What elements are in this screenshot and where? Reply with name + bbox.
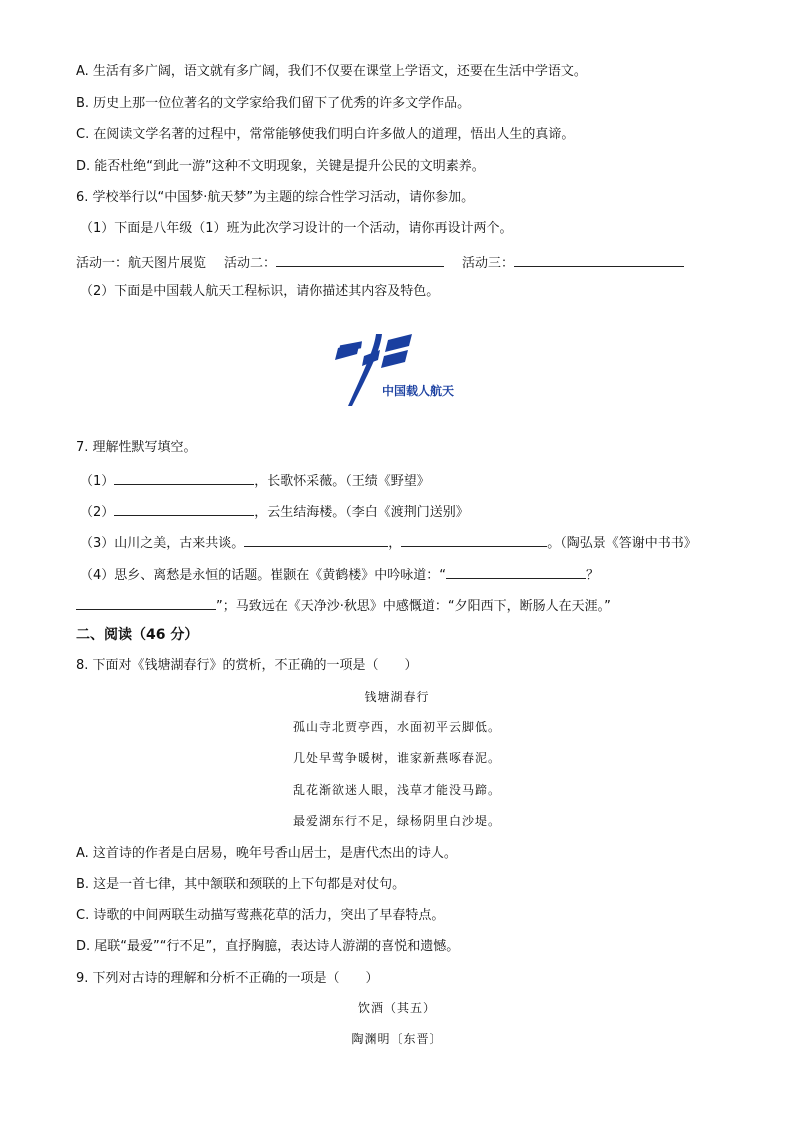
q7-3-blank-b[interactable]	[401, 532, 547, 547]
q7-4-label: （4）思乡、离愁是永恒的话题。崔颢在《黄鹤楼》中吟咏道：“	[80, 568, 447, 583]
q7-4-blank-b[interactable]	[76, 595, 216, 610]
q7-2-label: （2）	[80, 505, 115, 520]
q7-4-text: ”；马致远在《天净沙·秋思》中感慨道：“夕阳西下，断肠人在天涯。”	[216, 599, 611, 614]
q7-item-1	[80, 470, 430, 491]
q9-poem-author: 陶渊明〔东晋〕	[351, 1032, 443, 1046]
q8-option-b: B. 这是一首七律，其中颔联和颈联的上下句都是对仗句。	[76, 877, 406, 892]
q8-poem-line-3: 乱花渐欲迷人眼，浅草才能没马蹄。	[292, 783, 501, 797]
q6-sub2: （2）下面是中国载人航天工程标识，请你描述其内容及特色。	[80, 284, 440, 299]
q5-option-c: C. 在阅读文学名著的过程中，常常能够使我们明白许多做人的道理，悟出人生的真谛。	[76, 127, 575, 142]
q7-2-text: ，云生结海楼。（李白《渡荆门送别》	[254, 505, 469, 520]
q7-item-4	[80, 564, 599, 585]
logo-text: 中国载人航天	[382, 384, 455, 398]
q7-item-3	[80, 532, 697, 553]
q7-3-text: 。（陶弘景《答谢中书书》	[547, 536, 697, 551]
q6-stem: 6. 学校举行以“中国梦·航天梦”为主题的综合性学习活动，请你参加。	[76, 190, 475, 205]
section-reading-heading: 二、阅读（46 分）	[76, 627, 199, 643]
q8-option-d: D. 尾联“最爱”“行不足”，直抒胸臆，表达诗人游湖的喜悦和遗憾。	[76, 939, 460, 954]
q7-4-question: ？	[586, 568, 600, 583]
q5-option-b: B. 历史上那一位位著名的文学家给我们留下了优秀的许多文学作品。	[76, 96, 471, 111]
activity-three-blank[interactable]	[514, 252, 684, 267]
q9-stem: 9. 下列对古诗的理解和分析不正确的一项是（ ）	[76, 971, 379, 986]
q7-1-label: （1）	[80, 474, 115, 489]
q6-sub1: （1）下面是八年级（1）班为此次学习设计的一个活动，请你再设计两个。	[80, 221, 513, 236]
q5-option-a: A. 生活有多广阔，语文就有多广阔，我们不仅要在课堂上学语文，还要在生活中学语文。	[76, 64, 587, 79]
activity-two-blank[interactable]	[276, 252, 444, 267]
q7-1-text: ，长歌怀采薇。（王绩《野望》	[254, 474, 430, 489]
activity-three-label: 活动三：	[462, 256, 515, 271]
q8-poem-line-1: 孤山寺北贾亭西，水面初平云脚低。	[292, 720, 501, 734]
q7-1-blank[interactable]	[114, 470, 254, 485]
q7-item-4-cont	[76, 595, 611, 616]
q5-option-d: D. 能否杜绝“到此一游”这种不文明现象，关键是提升公民的文明素养。	[76, 159, 485, 174]
q8-poem-line-2: 几处早莺争暖树，谁家新燕啄春泥。	[292, 751, 501, 765]
q7-3-label: （3）山川之美，古来共谈。	[80, 536, 245, 551]
logo-panel-right-bottom	[381, 350, 408, 368]
q9-poem-title: 饮酒（其五）	[357, 1001, 436, 1015]
q7-3-comma: ，	[388, 536, 402, 551]
q8-poem-title: 钱塘湖春行	[364, 690, 430, 704]
q7-4-blank-a[interactable]	[446, 564, 586, 579]
q8-option-c: C. 诗歌的中间两联生动描写莺燕花草的活力，突出了早春特点。	[76, 908, 445, 923]
q7-2-blank[interactable]	[114, 501, 254, 516]
q8-stem: 8. 下面对《钱塘湖春行》的赏析，不正确的一项是（ ）	[76, 658, 418, 673]
q7-stem: 7. 理解性默写填空。	[76, 440, 197, 455]
q7-item-2	[80, 501, 469, 522]
logo-panel-right-top	[385, 334, 412, 352]
china-manned-space-logo	[334, 330, 470, 410]
q8-poem-line-4: 最爱湖东行不足，绿杨阴里白沙堤。	[292, 814, 501, 828]
activity-one: 活动一：航天图片展览	[76, 256, 207, 271]
q6-activities	[76, 252, 684, 273]
q8-option-a: A. 这首诗的作者是白居易，晚年号香山居士，是唐代杰出的诗人。	[76, 846, 457, 861]
activity-two-label: 活动二：	[224, 256, 277, 271]
q7-3-blank-a[interactable]	[244, 532, 388, 547]
